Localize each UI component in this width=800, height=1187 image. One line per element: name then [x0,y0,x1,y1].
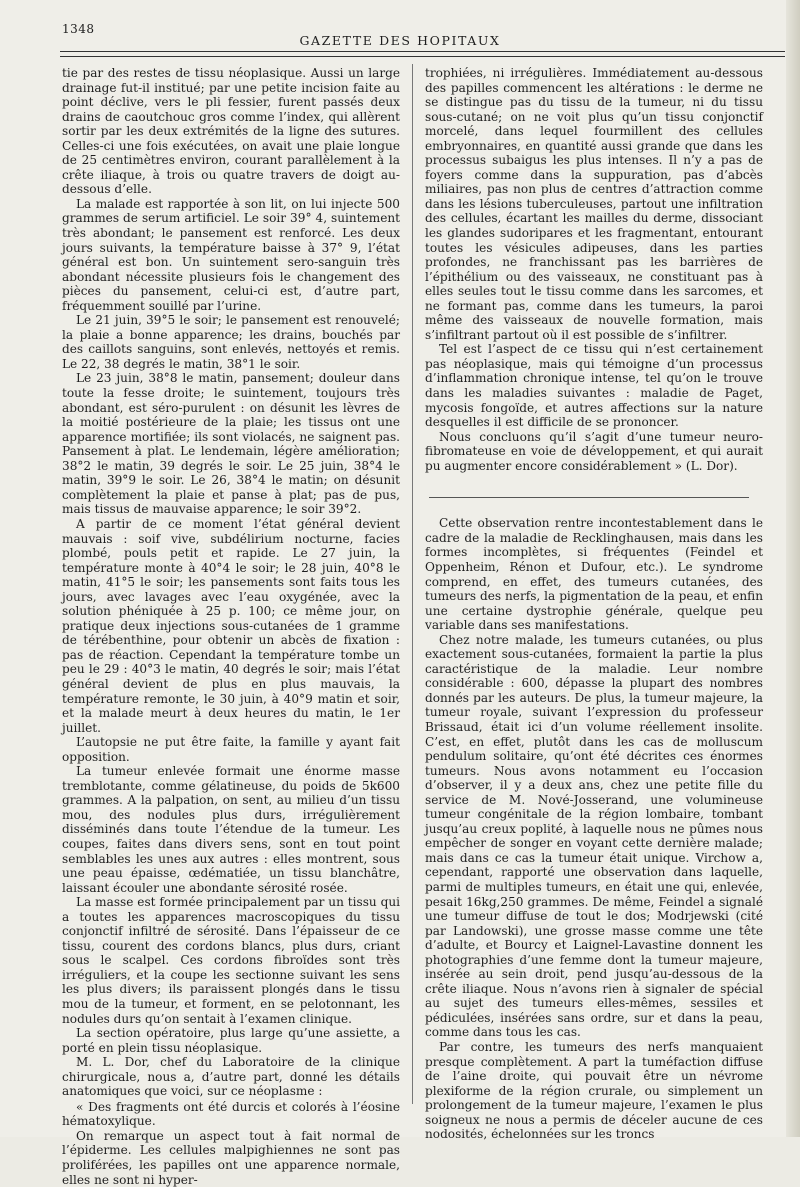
paragraph: Nous concluons qu’il s’agit d’une tumeur neuro-fibromateuse en voie de développement, et qui aurait pu augmenter encore considérablement » (L. Dor). [425,429,763,473]
section-rule [429,497,749,498]
paragraph: Chez notre malade, les tumeurs cutanées, ou plus exactement sous-cutanées, formaient la partie la plus caractéristique de la maladie. Leur nombre considérable : 600, dépasse la plupart des nombres donnés par les auteurs. De plus, la tumeur majeure, la tumeur royale, suivant l’expression du professeur Brissaud, était ici d’un volume réellement insolite. C’est, en effet, plutôt dans les cas de molluscum pendulum solitaire, qu’ont été décrites ces énormes tumeurs. Nous avons notamment eu l’occasion d’observer, il y a deux ans, chez une petite fille du service de M. Nové-Josserand, une volumineuse tumeur congénitale de la région lombaire, tombant jusqu’au creux poplité, à laquelle nous ne pûmes nous empêcher de songer en voyant cette dernière malade; mais dans ce cas la tumeur était unique. Virchow a, cependant, rapporté une observation dans laquelle, parmi de multiples tumeurs, en était une qui, enlevée, pesait 16kg,250 grammes. De même, Feindel a signalé une tumeur diffuse de tout le dos; Modrjewski (cité par Landowski), une grosse masse comme une tête d’adulte, et Bourcy et Laignel-Lavastine donnent les photographies d’une femme dont la tumeur majeure, insérée au sein droit, pend jusqu’au-dessous de la crête iliaque. Nous n’avons rien à signaler de spécial au sujet des tumeurs elles-mêmes, sessiles et pédiculées, insérées sans ordre, sur et dans la peau, comme dans tous les cas. [425,632,763,1040]
paragraph: A partir de ce moment l’état général devient mauvais : soif vive, subdélirium nocturne, facies plombé, pouls petit et rapide. Le 27 juin, la température monte à 40°4 le soir; le 28 juin, 40°8 le matin, 41°5 le soir; les pansements sont faits tous les jours, avec lavages avec l’eau oxygénée, avec la solution phéniquée à 25 p. 100; ce même jour, on pratique deux injections sous-cutanées de 1 gramme de térébenthine, pour obtenir un abcès de fixation : pas de réaction. Cependant la température tombe un peu le 29 : 40°3 le matin, 40 degrés le soir; mais l’état général devient de plus en plus mauvais, la température remonte, le 30 juin, à 40°9 matin et soir, et la malade meurt à deux heures du matin, le 1er juillet. [62,516,400,735]
paragraph: tie par des restes de tissu néoplasique. Aussi un large drainage fut-il institué; par une petite incision faite au point déclive, vers le pli fessier, furent passés deux drains de caoutchouc gros comme l’index, qui allèrent sortir par les deux extrémités de la ligne des sutures. Celles-ci une fois exécutées, on avait une plaie longue de 25 centimètres environ, courant parallèlement à la crête iliaque, à trois ou quatre travers de doigt au-dessous d’elle. [62,66,400,197]
right-column [425,66,763,1142]
page-edge-shadow [786,0,800,1137]
paragraph: Le 23 juin, 38°8 le matin, pansement; douleur dans toute la fesse droite; le suintement, toujours très abondant, est séro-purulent : on désunit les lèvres de la moitié postérieure de la plaie; les tissus ont une apparence mortifiée; ils sont violacés, ne saignent pas. Pansement à plat. Le lendemain, légère amélioration; 38°2 le matin, 39 degrés le soir. Le 25 juin, 38°4 le matin, 39°9 le soir. Le 26, 38°4 le matin; on désunit complètement la plaie et panse à plat; pas de pus, mais tissus de mauvaise apparence; le soir 39°2. [62,371,400,517]
column-divider [412,64,413,1104]
paragraph: trophiées, ni irrégulières. Immédiatement au-dessous des papilles commencent les altérations : le derme ne se distingue pas du tissu de la tumeur, ni du tissu sous-cutané; on ne voit plus qu’un tissu conjonctif morcelé, dans lequel fourmillent des cellules embryonnaires, en quantité aussi grande que dans les processus subaigus les plus intenses. Il n’y a pas de foyers comme dans la suppuration, pas d’abcès miliaires, pas non plus de centres d’attraction comme dans les lésions tuberculeuses, partout une infiltration des cellules, écartant les mailles du derme, dissociant les glandes sudoripares et les fragmentant, entourant toutes les vésicules adipeuses, dans les parties profondes, ne franchissant pas les barrières de l’épithélium ou des vaisseaux, ne constituant pas à elles seules tout le tissu comme dans les sarcomes, et ne formant pas, comme dans les tumeurs, la paroi même des vaisseaux de nouvelle formation, mais s’infiltrant partout où il est possible de s’infiltrer. [425,66,763,342]
paragraph: La masse est formée principalement par un tissu qui a toutes les apparences macroscopiques du tissu conjonctif infiltré de sérosité. Dans l’épaisseur de ce tissu, courent des cordons blancs, plus durs, criant sous le scalpel. Ces cordons fibroïdes sont très irréguliers, et la coupe les sectionne suivant les sens les plus divers; ils paraissent plongés dans le tissu mou de la tumeur, et forment, en se pelotonnant, les nodules durs qu’on sentait à l’examen clinique. [62,895,400,1026]
paragraph: M. L. Dor, chef du Laboratoire de la clinique chirurgicale, nous a, d’autre part, donné les détails anatomiques que voici, sur ce néoplasme : [62,1055,400,1099]
running-head: GAZETTE DES HOPITAUX [299,33,501,48]
paragraph: Le 21 juin, 39°5 le soir; le pansement est renouvelé; la plaie a bonne apparence; les drains, bouchés par des caillots sanguins, sont enlevés, nettoyés et remis. Le 22, 38 degrés le matin, 38°1 le soir. [62,313,400,371]
paragraph: L’autopsie ne put être faite, la famille y ayant fait opposition. [62,735,400,764]
paragraph: La section opératoire, plus large qu’une assiette, a porté en plein tissu néoplasique. [62,1026,400,1055]
paragraph: Cette observation rentre incontestablement dans le cadre de la maladie de Recklinghausen, mais dans les formes incomplètes, si fréquentes (Feindel et Oppenheim, Rénon et Dufour, etc.). Le syndrome comprend, en effet, des tumeurs cutanées, des tumeurs des nerfs, la pigmentation de la peau, et enfin une certaine dystrophie générale, quelque peu variable dans ses manifestations. [425,516,763,633]
paragraph: Par contre, les tumeurs des nerfs manquaient presque complètement. A part la tuméfaction diffuse de l’aine droite, qui pouvait être un névrome plexiforme de la région crurale, ou simplement un prolongement de la tumeur majeure, l’examen le plus soigneux ne nous a permis de déceler aucune de ces nodosités, échelonnées sur les troncs [425,1040,763,1142]
left-column [62,66,400,1187]
paragraph: La tumeur enlevée formait une énorme masse tremblotante, comme gélatineuse, du poids de 5k600 grammes. A la palpation, on sent, au milieu d’un tissu mou, des nodules plus durs, irrégulièrement disséminés dans toute l’étendue de la tumeur. Les coupes, faites dans divers sens, sont en tout point semblables les unes aux autres : elles montrent, sous une peau épaisse, œdématiée, un tissu blanchâtre, laissant écouler une abondante sérosité rosée. [62,764,400,895]
paragraph: Tel est l’aspect de ce tissu qui n’est certainement pas néoplasique, mais qui témoigne d’un processus d’inflammation chronique intense, tel qu’on le trouve dans les maladies suivantes : maladie de Paget, mycosis fongoïde, et autres affections sur la nature desquelles il est difficile de se prononcer. [425,342,763,430]
header-rule [60,51,785,57]
page-number: 1348 [62,22,95,36]
quote-paragraph: « Des fragments ont été durcis et colorés à l’éosine hématoxylique. [62,1099,400,1129]
paragraph: On remarque un aspect tout à fait normal de l’épiderme. Les cellules malpighiennes ne sont pas proliférées, les papilles ont une apparence normale, elles ne sont ni hyper- [62,1128,400,1187]
paragraph: La malade est rapportée à son lit, on lui injecte 500 grammes de serum artificiel. Le soir 39° 4, suintement très abondant; le pansement est renforcé. Les deux jours suivants, la température baisse à 37° 9, l’état général est bon. Un suintement sero-sanguin très abondant nécessite plusieurs fois le changement des pièces du pansement, celui-ci est, d’autre part, fréquemment souillé par l’urine. [62,196,400,313]
